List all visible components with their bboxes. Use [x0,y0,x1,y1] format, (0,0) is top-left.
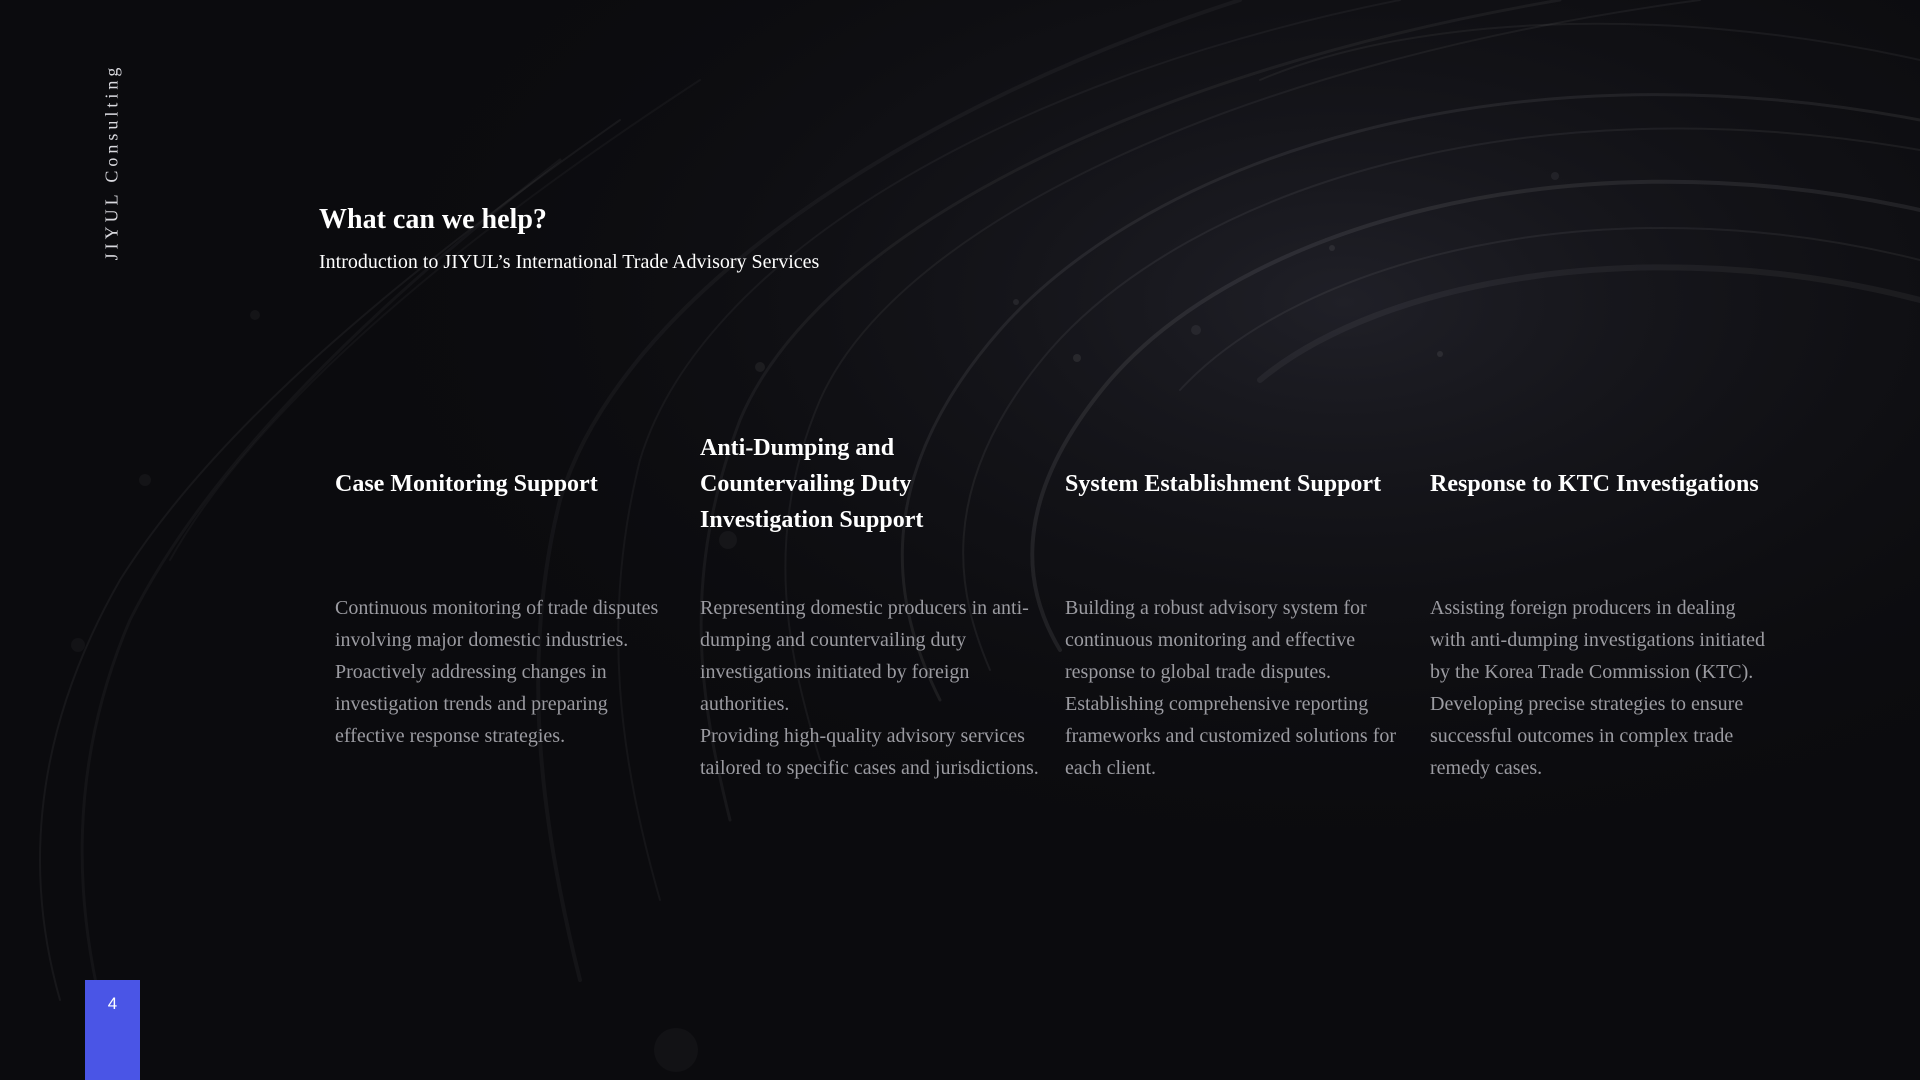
service-title: System Establishment Support [1065,471,1382,497]
service-card-anti-dumping [700,435,1040,779]
service-description: Assisting foreign producers in dealing with anti-dumping investigations initiated by the Korea Trade Commission (KTC). Developing precise strategies to ensure successful outcomes in complex trade remedy cases. [1430,597,1765,779]
service-description: Representing domestic producers in anti-dumping and countervailing duty investigations initiated by foreign authorities. Providing high-quality advisory services tailored to specific cases and jurisdictions. [700,597,1039,779]
service-card-case-monitoring [335,444,675,747]
service-title: Case Monitoring Support [335,471,598,497]
page-number-badge: 4 [85,980,140,1080]
service-description: Building a robust advisory system for continuous monitoring and effective response to global trade disputes. Establishing comprehensive reporting frameworks and customized solutions for each client. [1065,597,1397,779]
service-description: Continuous monitoring of trade disputes involving major domestic industries. Proactively addressing changes in investigation trends and preparing effective response strategies. [335,597,659,747]
service-card-system-establishment [1065,444,1405,779]
service-title: Anti-Dumping and Countervailing Duty Investigation Support [700,435,924,533]
service-card-ktc-investigations [1430,444,1770,779]
page-subtitle: Introduction to JIYUL’s International Trade Advisory Services [319,251,820,273]
page-title: What can we help? [319,204,547,235]
service-title: Response to KTC Investigations [1430,471,1759,497]
brand-name: JIYUL Consulting [101,63,122,261]
